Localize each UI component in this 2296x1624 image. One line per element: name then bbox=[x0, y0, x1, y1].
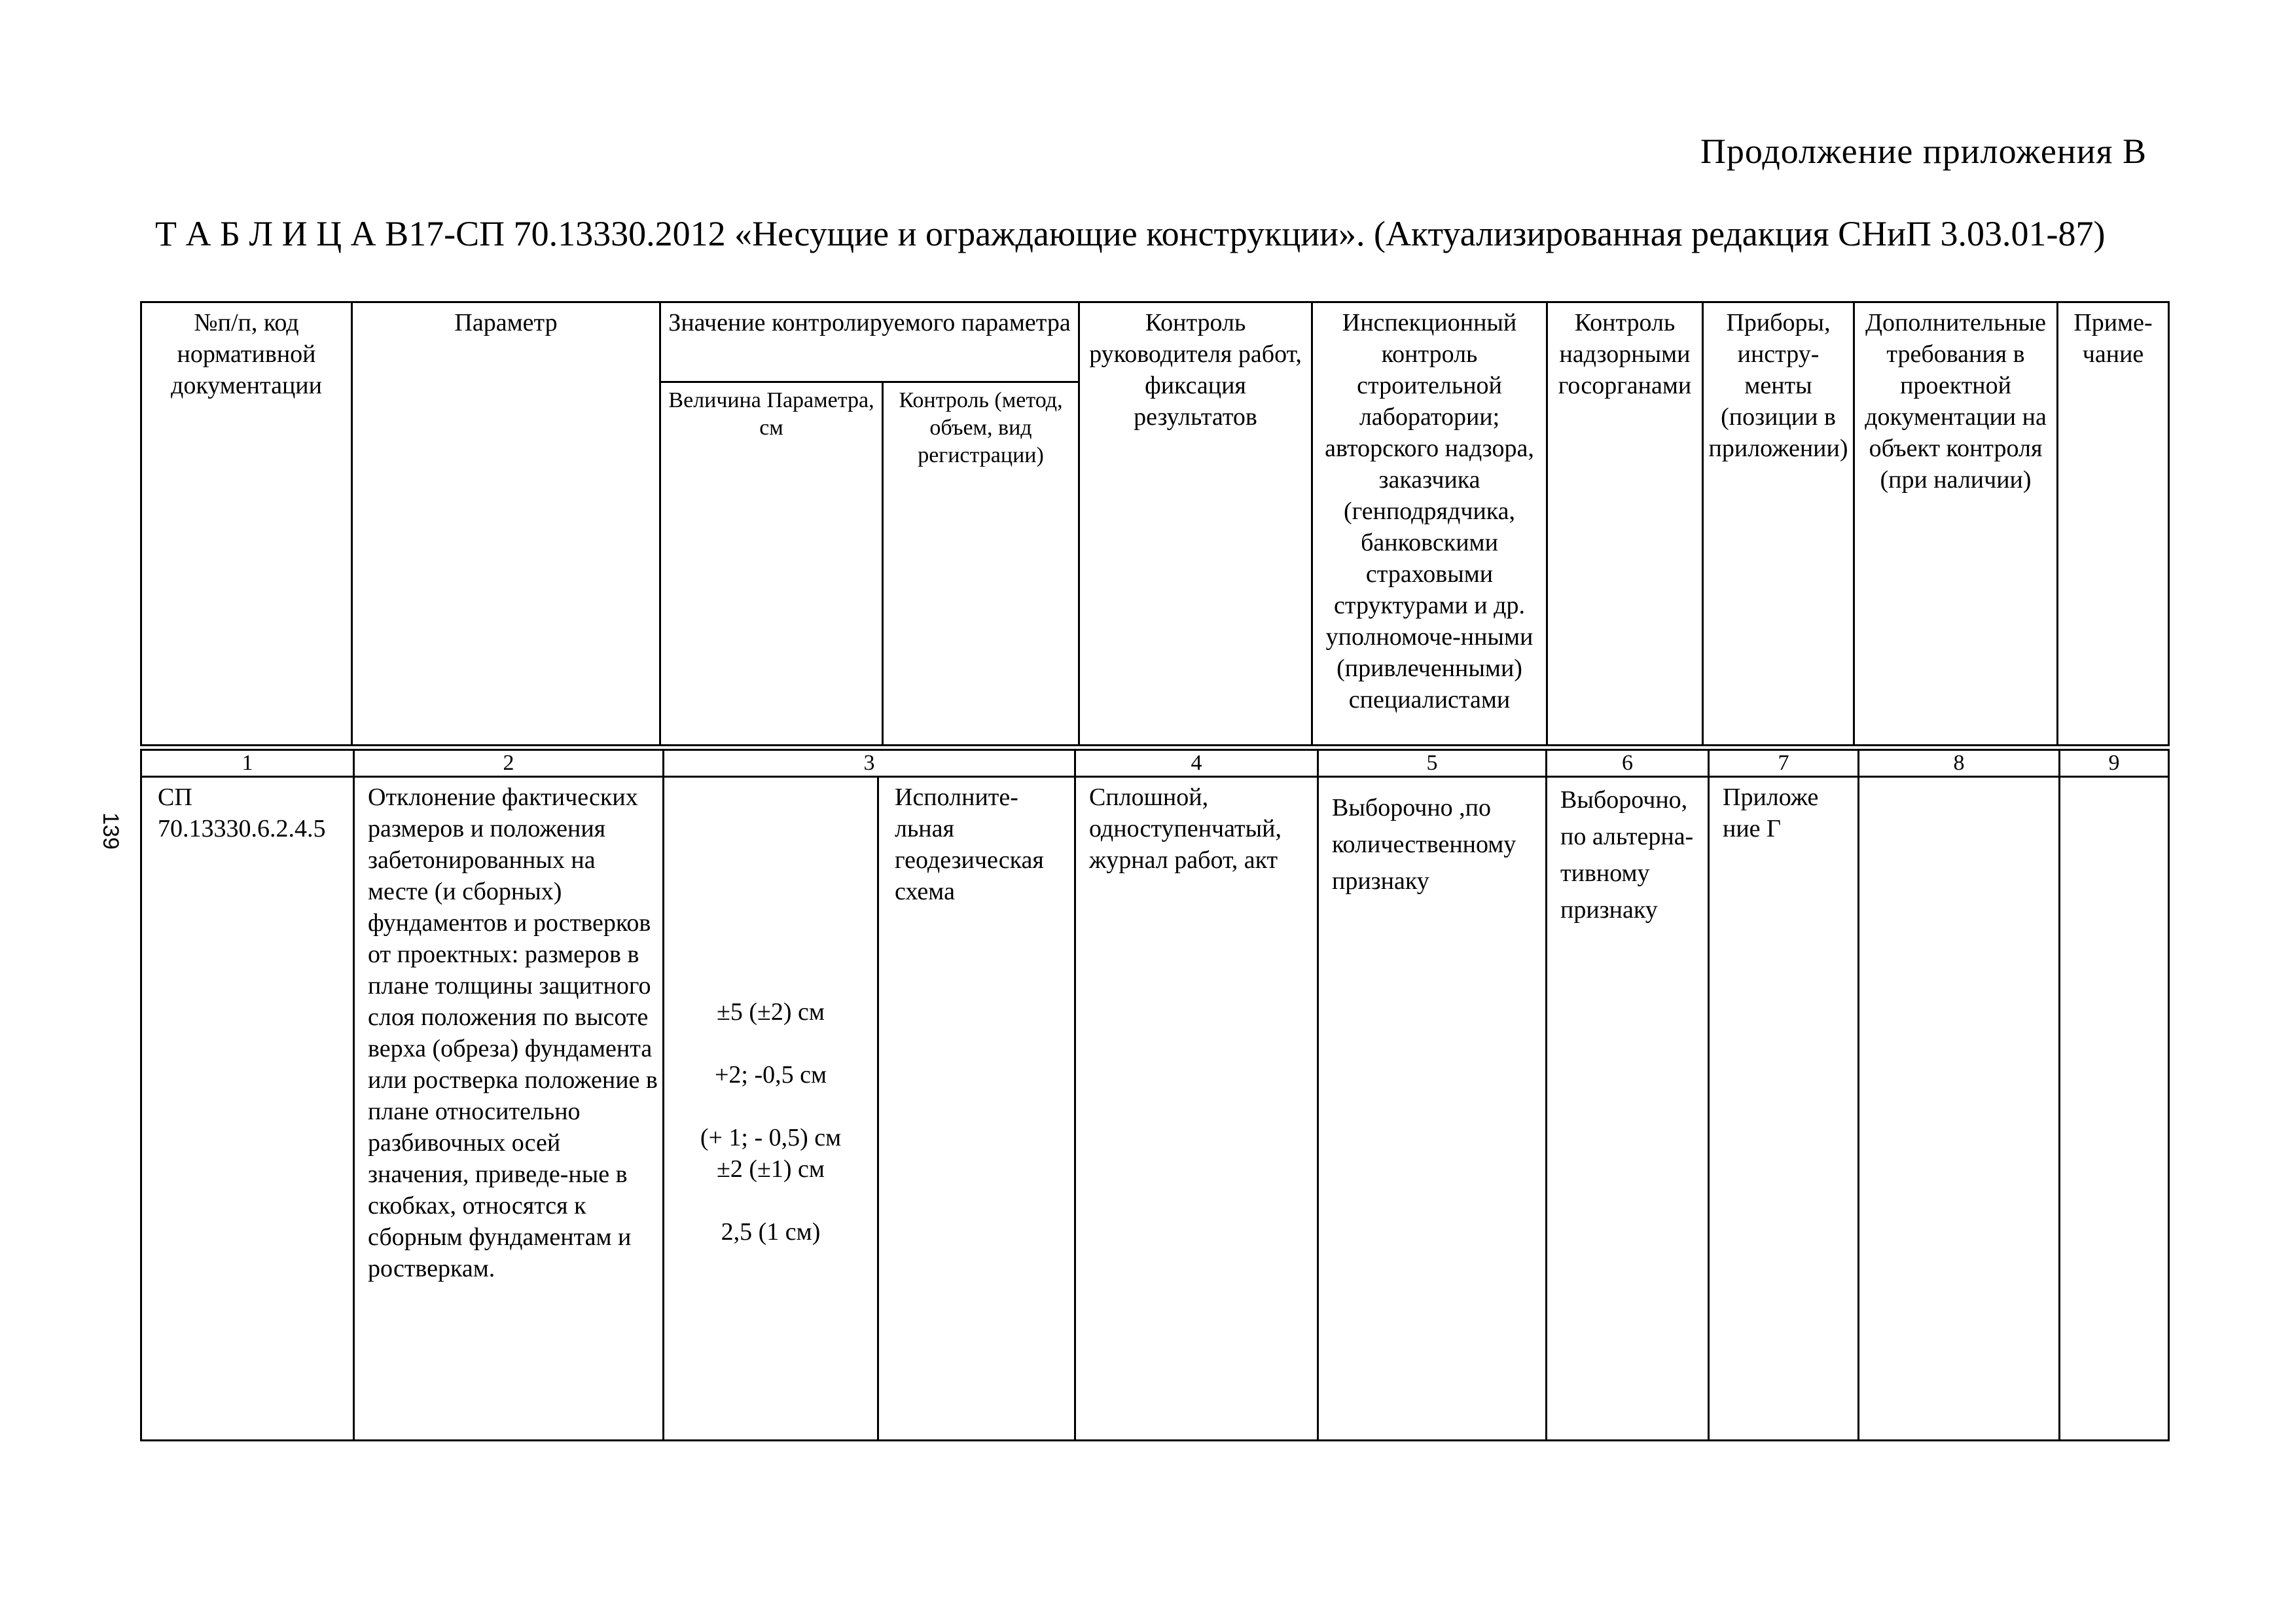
header-supervisor: Контроль руководителя работ, фиксация результатов bbox=[1079, 302, 1312, 746]
cell-note bbox=[2060, 777, 2169, 1441]
column-number: 5 bbox=[1318, 750, 1547, 777]
table-row bbox=[141, 777, 2169, 1441]
value-line: +2; -0,5 см bbox=[714, 1061, 827, 1089]
value-line: ±5 (±2) см bbox=[717, 998, 825, 1026]
value-line bbox=[664, 1185, 877, 1216]
continuation-heading: Продолжение приложения В bbox=[1700, 132, 2147, 171]
header-code: №п/п, код нормативной документации bbox=[141, 302, 352, 746]
column-number: 4 bbox=[1075, 750, 1318, 777]
header-value: Величина Параметра, см bbox=[660, 382, 883, 746]
cell-state-control: Выборочно, по альтерна-тивному признаку bbox=[1547, 777, 1709, 1441]
value-line: (+ 1; - 0,5) см bbox=[700, 1124, 842, 1151]
value-line: 2,5 (1 см) bbox=[721, 1218, 821, 1246]
header-extra-requirements: Дополнительные требования в проектной документации на объект контроля (при наличии) bbox=[1854, 302, 2058, 746]
column-number: 3 bbox=[664, 750, 1075, 777]
header-note: Приме-чание bbox=[2058, 302, 2169, 746]
column-number: 8 bbox=[1859, 750, 2060, 777]
header-devices: Приборы, инстру-менты (позиции в приложении) bbox=[1703, 302, 1854, 746]
cell-supervisor: Сплошной, одноступенчатый, журнал работ, акт bbox=[1075, 777, 1318, 1441]
cell-devices: Приложе ние Г bbox=[1709, 777, 1859, 1441]
value-line bbox=[664, 1091, 877, 1122]
cell-parameter: Отклонение фактических размеров и положения забетонированных на месте (и сборных) фундаментов и ростверков от проектных: размеров в плане толщины защитного слоя положения по высоте верха (обреза) фундамента или ростверка положение в плане относительно разбивочных осей значения, приведе-ные в скобках, относятся к сборным фундаментам и ростверкам. bbox=[354, 777, 664, 1441]
column-number: 2 bbox=[354, 750, 664, 777]
header-state-control: Контроль надзорными госорганами bbox=[1547, 302, 1703, 746]
page-number: 139 bbox=[98, 812, 123, 850]
column-number: 7 bbox=[1709, 750, 1859, 777]
header-inspection: Инспекционный контроль строительной лаборатории; авторского надзора, заказчика (генподрядчика, банковскими страховыми структурами и др. уполномоче-нными (привлеченными) специалистами bbox=[1312, 302, 1547, 746]
column-number: 6 bbox=[1547, 750, 1709, 777]
column-number: 1 bbox=[141, 750, 354, 777]
cell-method: Исполните-льная геодезическая схема bbox=[878, 777, 1075, 1441]
header-value-group: Значение контролируемого параметра bbox=[660, 302, 1079, 382]
value-line: ±2 (±1) см bbox=[717, 1155, 825, 1183]
values-list bbox=[664, 996, 877, 1248]
data-table bbox=[140, 749, 2170, 1441]
cell-extra-requirements bbox=[1859, 777, 2060, 1441]
cell-code: СП 70.13330.6.2.4.5 bbox=[141, 777, 354, 1441]
header-table bbox=[140, 301, 2170, 746]
header-parameter: Параметр bbox=[352, 302, 660, 746]
cell-inspection: Выборочно ,по количественному признаку bbox=[1318, 777, 1547, 1441]
column-number: 9 bbox=[2060, 750, 2169, 777]
header-method: Контроль (метод, объем, вид регистрации) bbox=[883, 382, 1079, 746]
value-line bbox=[664, 1028, 877, 1059]
cell-values bbox=[664, 777, 878, 1441]
table-title: Т А Б Л И Ц А В17-СП 70.13330.2012 «Несущие и ограждающие конструкции». (Актуализированная редакция СНиП 3.03.01-87) bbox=[155, 214, 2106, 253]
